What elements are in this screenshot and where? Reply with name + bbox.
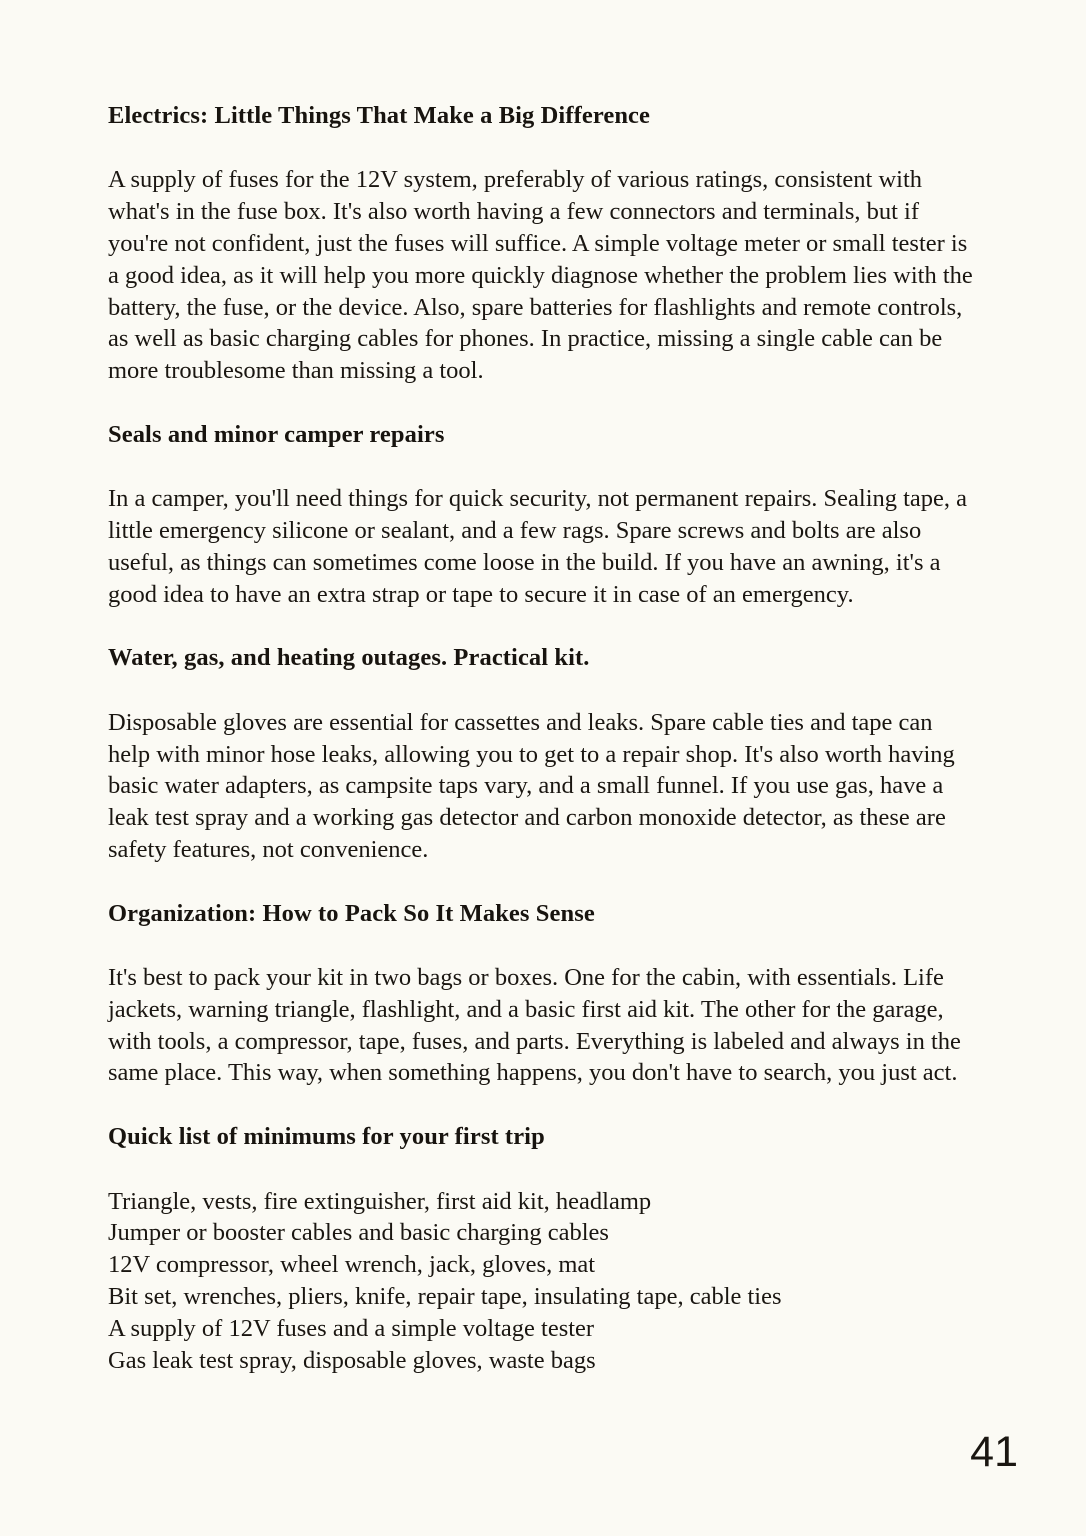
quick-list xyxy=(108,1186,980,1377)
section-heading-organization: Organization: How to Pack So It Makes Sense xyxy=(108,899,595,927)
page-number: 41 xyxy=(970,1428,1018,1476)
section-paragraph-organization: It's best to pack your kit in two bags or boxes. One for the cabin, with essentials. Life jackets, warning triangle, flashlight, and a basic first aid kit. The other for the garage, with tools, a compressor, tape, fuses, and parts. Everything is labeled and always in the same place. This way, when something happens, you don't have to search, you just act. xyxy=(108,964,961,1087)
section-paragraph-electrics: A supply of fuses for the 12V system, preferably of various ratings, consistent with what's in the fuse box. It's also worth having a few connectors and terminals, but if you're not confident, just the fuses will suffice. A simple voltage meter or small tester is a good idea, as it will help you more quickly diagnose whether the problem lies with the battery, the fuse, or the device. Also, spare batteries for flashlights and remote controls, as well as basic charging cables for phones. In practice, missing a single cable can be more troublesome than missing a tool. xyxy=(108,166,973,385)
spacer xyxy=(108,1089,980,1121)
spacer xyxy=(108,675,980,707)
spacer xyxy=(108,132,980,164)
list-item: Gas leak test spray, disposable gloves, waste bags xyxy=(108,1346,596,1374)
section-heading-electrics: Electrics: Little Things That Make a Big Difference xyxy=(108,102,650,129)
list-item: Jumper or booster cables and basic charging cables xyxy=(108,1219,609,1247)
list-item: 12V compressor, wheel wrench, jack, gloves, mat xyxy=(108,1251,596,1279)
document-body xyxy=(108,100,980,1376)
list-item: Triangle, vests, fire extinguisher, first aid kit, headlamp xyxy=(108,1187,652,1215)
list-item: A supply of 12V fuses and a simple voltage tester xyxy=(108,1314,595,1342)
list-item: Bit set, wrenches, pliers, knife, repair tape, insulating tape, cable ties xyxy=(108,1282,782,1310)
section-heading-water-gas-heating: Water, gas, and heating outages. Practical kit. xyxy=(108,644,590,672)
section-paragraph-water-gas-heating: Disposable gloves are essential for cassettes and leaks. Spare cable ties and tape can help with minor hose leaks, allowing you to get to a repair shop. It's also worth having basic water adapters, as campsite taps vary, and a small funnel. If you use gas, have a leak test spray and a working gas detector and carbon monoxide detector, as these are safety features, not convenience. xyxy=(108,708,955,863)
spacer xyxy=(108,610,980,642)
spacer xyxy=(108,451,980,483)
section-heading-seals: Seals and minor camper repairs xyxy=(108,420,445,448)
spacer xyxy=(108,1154,980,1186)
spacer xyxy=(108,866,980,898)
spacer xyxy=(108,930,980,962)
spacer xyxy=(108,387,980,419)
section-heading-quick-list: Quick list of minimums for your first trip xyxy=(108,1123,545,1151)
section-paragraph-seals: In a camper, you'll need things for quick security, not permanent repairs. Sealing tape, a little emergency silicone or sealant, and a few rags. Spare screws and bolts are also useful, as things can sometimes come loose in the build. If you have an awning, it's a good idea to have an extra strap or tape to secure it in case of an emergency. xyxy=(108,485,968,608)
